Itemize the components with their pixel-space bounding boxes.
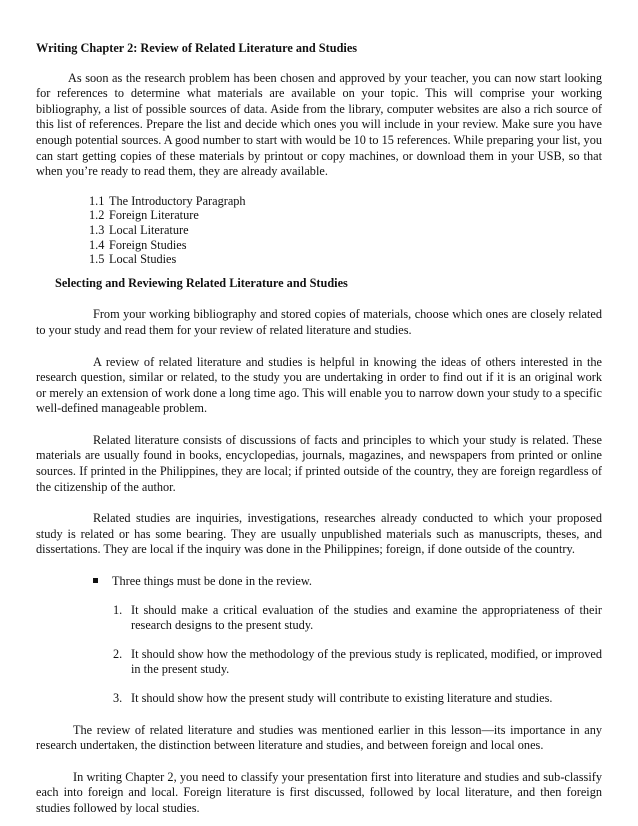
document-content	[36, 41, 602, 817]
section-heading: Selecting and Reviewing Related Literature and Studies	[55, 275, 348, 290]
list-item	[113, 647, 602, 678]
bullet-item	[93, 574, 602, 590]
list-item	[113, 691, 602, 707]
square-bullet-icon	[93, 578, 98, 583]
outline-item	[89, 238, 602, 253]
document-title: Writing Chapter 2: Review of Related Literature and Studies	[36, 41, 358, 55]
closing-paragraph: In writing Chapter 2, you need to classify your presentation first into literature and studies and sub-classify each into foreign and local. Foreign literature is first discussed, followed by local literature, and then foreign studies followed by local studies.	[36, 769, 602, 815]
closing-paragraph: The review of related literature and studies was mentioned earlier in this lesson—its importance in any research undertaken, the distinction between literature and studies, and between foreign and local ones.	[36, 722, 602, 753]
list-number: 3.	[113, 691, 123, 705]
list-text: It should show how the methodology of the previous study is replicated, modified, or improved in the present study.	[131, 646, 602, 677]
outline-list	[89, 194, 602, 267]
list-text: It should show how the present study will contribute to existing literature and studies.	[131, 691, 553, 705]
outline-number: 1.4	[89, 237, 105, 252]
outline-number: 1.5	[89, 252, 105, 267]
outline-number: 1.3	[89, 222, 105, 237]
body-paragraph: Related studies are inquiries, investigations, researches already conducted to which your proposed study is related or has some bearing. They are usually unpublished materials such as manuscripts, theses, and dissertations. They are local if the inquiry was done in the Philippines; foreign, if done outside of the country.	[36, 511, 602, 557]
body-paragraph: Related literature consists of discussions of facts and principles to which your study is related. These materials are usually found in books, encyclopedias, journals, magazines, and newspapers from printed or online sources. If printed in the Philippines, they are local; if printed outside of the country, they are foreign regardless of the citizenship of the author.	[36, 432, 602, 494]
outline-number: 1.2	[89, 208, 105, 223]
outline-label: Foreign Studies	[109, 237, 187, 252]
outline-label: Local Literature	[109, 222, 189, 237]
outline-label: Foreign Literature	[109, 208, 199, 223]
list-text: It should make a critical evaluation of the studies and examine the appropriateness of their research designs to the present study.	[131, 602, 602, 633]
outline-item	[89, 223, 602, 238]
outline-item	[89, 252, 602, 267]
outline-item	[89, 208, 602, 223]
outline-label: Local Studies	[109, 252, 177, 267]
body-paragraph: From your working bibliography and stored copies of materials, choose which ones are closely related to your study and read them for your review of related literature and studies.	[36, 307, 602, 337]
list-number: 1.	[113, 602, 123, 617]
bullet-text: Three things must be done in the review.	[112, 574, 312, 589]
body-paragraph: A review of related literature and studies is helpful in knowing the ideas of others interested in the research question, similar or related, to the study you are undertaking in order to find out if it is an original work or merely an extension of work done a long time ago. This will enable you to narrow down your study to a specific well-defined manageable problem.	[36, 354, 602, 416]
outline-number: 1.1	[89, 193, 105, 208]
outline-item	[89, 194, 602, 209]
list-item	[113, 603, 602, 634]
list-number: 2.	[113, 646, 123, 661]
outline-label: The Introductory Paragraph	[109, 193, 246, 208]
review-requirements-list	[36, 603, 602, 707]
intro-paragraph: As soon as the research problem has been chosen and approved by your teacher, you can now start looking for references to determine what materials are available on your topic. This will comprise your working bibliography, a list of possible sources of data. Aside from the library, computer websites are also a rich source of this list of references. Prepare the list and decide which ones you will include in your review. Make sure you have enough potential sources. A good number to start with would be 10 to 15 references. While preparing your list, you can start getting copies of these materials by printout or copy machines, or download them in your USB, so that when you’re ready to read them, they are already available.	[36, 70, 602, 179]
